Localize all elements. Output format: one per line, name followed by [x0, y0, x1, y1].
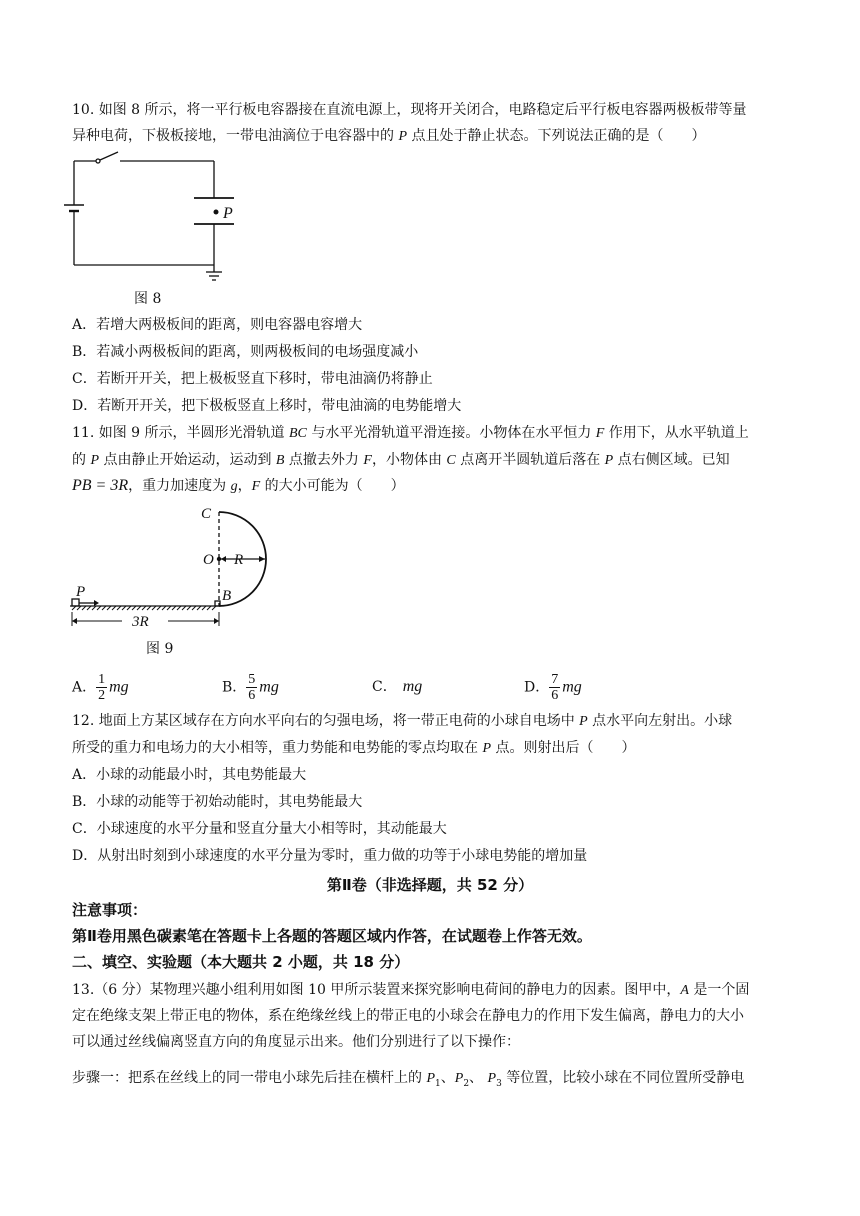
switch-contact-left [96, 159, 100, 163]
text: ，小物体由 [371, 452, 447, 468]
text: 所受的重力和电场力的大小相等，重力势能和电势能的零点均取在 [72, 740, 483, 756]
force-arrowhead [94, 600, 99, 606]
label-o: O [203, 552, 214, 568]
radius-arrowhead-right [259, 556, 265, 562]
text: 12. 地面上方某区域存在方向水平向右的匀强电场，将一带正电荷的小球自电场中 [72, 713, 580, 729]
q12-option-c: C．小球速度的水平分量和竖直分量大小相等时，其动能最大 [72, 821, 447, 837]
text: ，重力加速度为 [128, 478, 231, 494]
label-p: P [76, 584, 86, 600]
q11-option-a [72, 672, 129, 703]
text: 点且处于静止状态。下列说法正确的是（ ） [407, 128, 706, 144]
label-p: P [90, 453, 100, 468]
q10-option-c: C．若断开开关，把上极板竖直下移时，带电油滴仍将静止 [72, 371, 433, 387]
q10-stem-line1: 10. 如图 8 所示，将一平行板电容器接在直流电源上，现将开关闭合，电路稳定后平行板电容器两极板带等量 [72, 102, 747, 118]
label-g: g [230, 479, 238, 494]
label-p: P [579, 714, 588, 729]
oil-droplet [214, 210, 219, 215]
figure-9-caption: 图 9 [146, 641, 174, 657]
option-letter: B． [222, 679, 247, 696]
label-f: F [363, 453, 372, 468]
subscript: 3 [496, 1078, 502, 1089]
q13-line4 [72, 1068, 744, 1094]
text: 点由静止开始运动，运动到 [99, 452, 276, 468]
notice-title: 注意事项： [72, 901, 148, 919]
text: 点右侧区域。已知 [613, 452, 730, 468]
denominator: 6 [248, 688, 256, 703]
option-letter: D． [524, 679, 550, 696]
text: 11. 如图 9 所示，半圆形光滑轨道 [72, 425, 289, 441]
label-p: P [604, 453, 614, 468]
figure-8-caption: 图 8 [134, 291, 162, 307]
label-a: A [680, 983, 689, 998]
q12-option-a: A．小球的动能最小时，其电势能最大 [72, 767, 307, 783]
numerator: 5 [248, 672, 256, 687]
q11-option-d [524, 672, 582, 703]
unit-mg: mg [109, 678, 129, 696]
label-p2: P [454, 1071, 464, 1086]
q12-stem-line2 [72, 738, 635, 759]
subscript: 1 [435, 1078, 441, 1089]
label-b: B [222, 588, 232, 604]
numerator: 1 [98, 672, 106, 687]
q11-option-c [372, 676, 422, 696]
text: 的大小可能为（ ） [260, 478, 405, 494]
label-c: C [201, 506, 212, 522]
denominator: 2 [98, 688, 106, 703]
text: 步骤一：把系在丝线上的同一带电小球先后挂在横杆上的 [72, 1070, 427, 1086]
q13-line3: 可以通过丝线偏离竖直方向的角度显示出来。他们分别进行了以下操作： [72, 1034, 520, 1050]
part-title: 二、填空、实验题（本大题共 2 小题，共 18 分） [72, 953, 410, 971]
text: 作用下，从水平轨道上 [604, 425, 749, 441]
text: 等位置，比较小球在不同位置所受静电 [501, 1070, 745, 1086]
q12-option-d: D．从射出时刻到小球速度的水平分量为零时，重力做的功等于小球电势能的增加量 [72, 848, 588, 864]
radius-arrowhead-left [221, 556, 226, 562]
q12-stem-line1 [72, 711, 732, 732]
text: 点撤去外力 [284, 452, 364, 468]
label-3r: 3R [132, 614, 149, 630]
dim-arrowhead-right [214, 618, 219, 624]
text: 、 [440, 1070, 455, 1086]
q10-option-a: A．若增大两极板间的距离，则电容器电容增大 [72, 317, 363, 333]
q10-option-b: B．若减小两极板间的距离，则两极板间的电场强度减小 [72, 344, 419, 360]
label-p3: P [487, 1071, 497, 1086]
label-r: R [234, 552, 244, 568]
label-c: C [446, 453, 456, 468]
section-title: 第Ⅱ卷（非选择题，共 52 分） [326, 876, 534, 894]
text: 、 [469, 1070, 488, 1086]
text: 与水平光滑轨道平滑连接。小物体在水平恒力 [306, 425, 596, 441]
label-f: F [595, 426, 605, 441]
q11-option-b [222, 672, 279, 703]
text: 是一个固 [688, 982, 750, 998]
figure-9-track [62, 500, 282, 640]
q13-line2: 定在绝缘支架上带正电的物体，系在绝缘丝线上的带正电的小球会在静电力的作用下发生偏离，静电力的大小 [72, 1008, 744, 1024]
label-p: P [482, 741, 492, 756]
text: 点离开半圆轨道后落在 [455, 452, 605, 468]
unit-mg: mg [402, 678, 423, 695]
q11-stem-line3 [72, 476, 405, 497]
object-box [72, 599, 79, 606]
text: 异种电荷，下极板接地，一带电油滴位于电容器中的 [72, 128, 399, 144]
switch-blade [100, 152, 118, 160]
q10-option-d: D．若断开开关，把下极板竖直上移时，带电油滴的电势能增大 [72, 398, 462, 414]
text: 的 [72, 452, 91, 468]
denominator: 6 [551, 688, 559, 703]
unit-mg: mg [562, 678, 582, 696]
label-bc: BC [288, 426, 307, 441]
unit-mg: mg [259, 678, 279, 696]
point-p: P [398, 129, 408, 144]
figure-8-circuit [60, 150, 260, 290]
equation-pb: PB = 3R [72, 477, 129, 494]
option-letter: A． [72, 679, 97, 696]
q11-stem-line1 [72, 423, 749, 444]
label-f: F [251, 479, 261, 494]
q12-option-b: B．小球的动能等于初始动能时，其电势能最大 [72, 794, 363, 810]
dim-arrowhead-left [72, 618, 77, 624]
text: ， [237, 478, 252, 494]
subscript: 2 [463, 1078, 470, 1089]
notice-body: 第Ⅱ卷用黑色碳素笔在答题卡上各题的答题区域内作答，在试题卷上作答无效。 [72, 927, 592, 945]
option-letter: C． [372, 679, 397, 695]
q13-line1 [72, 980, 749, 1001]
q11-stem-line2 [72, 450, 730, 471]
fraction [96, 672, 107, 703]
fraction [549, 672, 560, 703]
label-p: P [223, 205, 233, 222]
fraction [246, 672, 257, 703]
center-o-dot [217, 557, 221, 561]
q10-stem-line2 [72, 126, 705, 147]
label-b: B [275, 453, 285, 468]
numerator: 7 [551, 672, 559, 687]
label-p1: P [426, 1071, 436, 1086]
text: 点水平向左射出。小球 [587, 713, 733, 729]
text: 点。则射出后（ ） [491, 740, 636, 756]
text: 13.（6 分）某物理兴趣小组利用如图 10 甲所示装置来探究影响电荷间的静电力的因素。图甲中， [72, 982, 681, 998]
